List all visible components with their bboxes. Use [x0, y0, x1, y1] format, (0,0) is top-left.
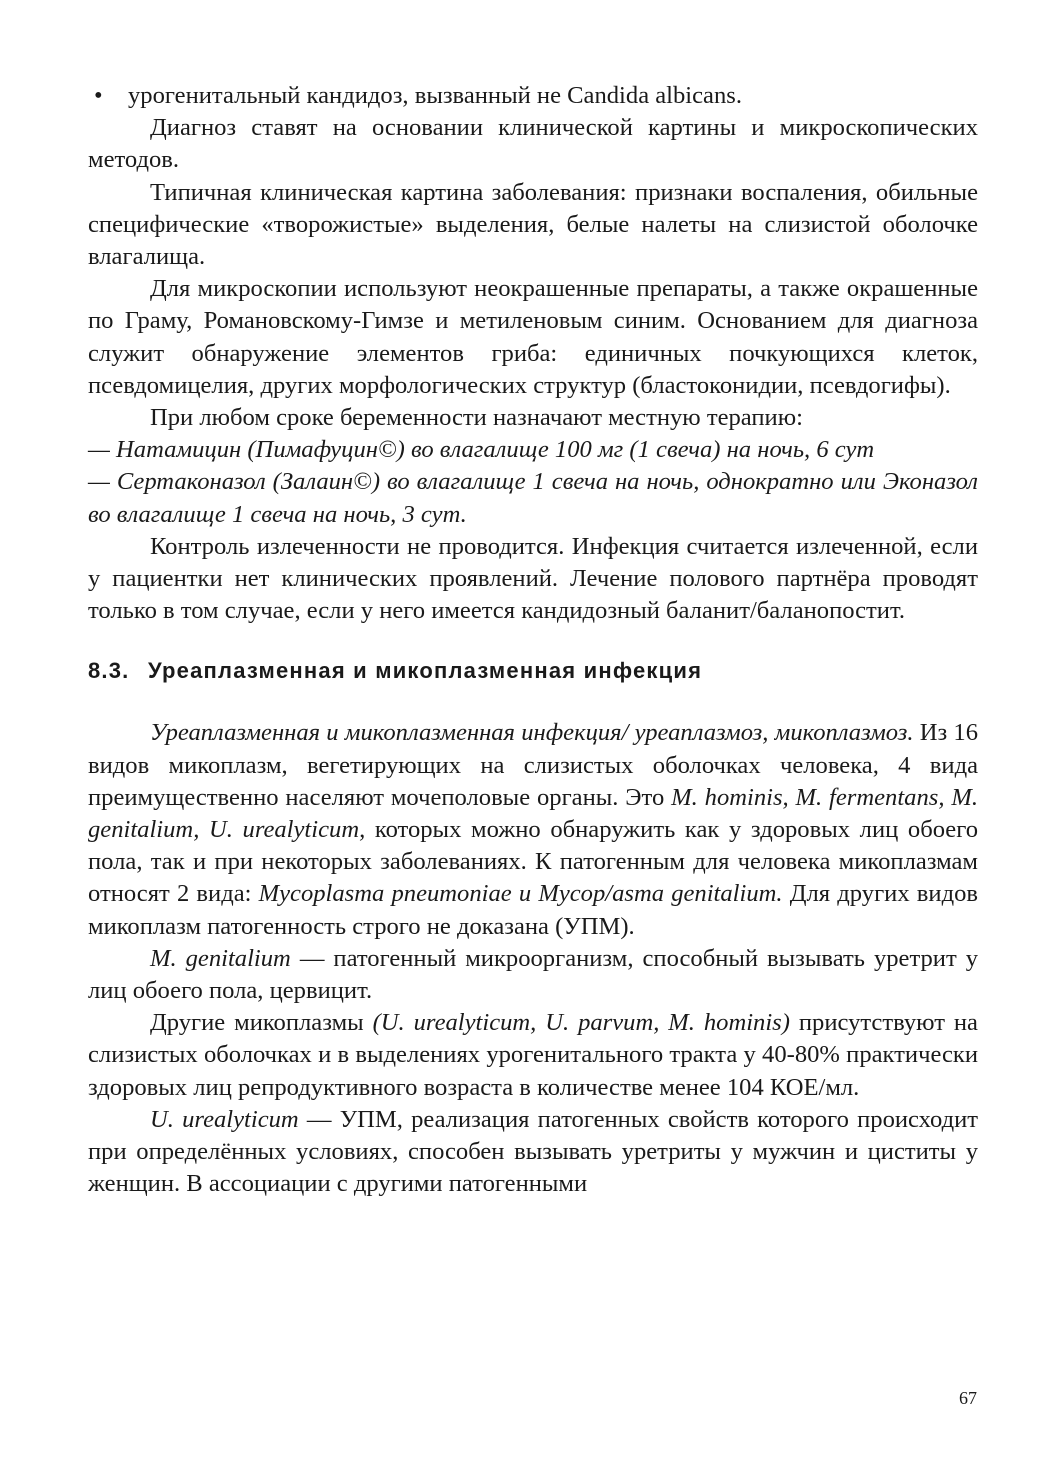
- bullet-item: [88, 80, 978, 112]
- text-run: Другие микоплазмы: [150, 1009, 373, 1037]
- text-run: Для других видов микоплазм патогенность строго не доказана (УПМ).: [88, 880, 978, 940]
- paragraph-pregnancy: При любом сроке беременности назначают местную терапию:: [150, 404, 803, 432]
- paragraph-mycoplasma-intro: [88, 717, 978, 942]
- species-list: (U. urealyticum, U. parvum, M. hominis): [372, 1009, 790, 1037]
- therapy-item-natamycin: — Натамицин (Пимафуцин©) во влагалище 100 мг (1 свеча) на ночь, 6 сут: [88, 436, 875, 464]
- species-name: U. urealyticum: [150, 1105, 299, 1133]
- paragraph-u-urealyticum: [88, 1104, 978, 1201]
- paragraph-microscopy: Для микроскопии используют неокрашенные препараты, а также окрашенные по Граму, Романовскому-Гимзе и метиленовым синим. Основанием для диагноза служит обнаружение элементов гриба: единичных почкующихся клеток, псевдомицелия, других морфологических структур (бластоконидии, псевдогифы).: [88, 275, 978, 399]
- term-italic: Уреаплазменная и микоплазменная инфекция/ уреаплазмоз, микоплазмоз.: [150, 719, 914, 747]
- paragraph-clinical-picture: Типичная клиническая картина заболевания: признаки воспаления, обильные специфические «творожистые» выделения, белые налеты на слизистой оболочке влагалища.: [88, 178, 978, 271]
- paragraph-diagnosis: Диагноз ставят на основании клинической картины и микроскопических методов.: [88, 114, 978, 174]
- bullet-dot-icon: •: [94, 82, 103, 109]
- species-list: M. hominis, M. fermentans, M. genitalium, U. urealyticum,: [88, 783, 979, 844]
- species-name: M. genitalium: [150, 944, 291, 972]
- section-title: Уреаплазменная и микоплазменная инфекция: [148, 658, 703, 684]
- text-run: — УПМ, реализация патогенных свойств которого происходит при определённых условиях, способен вызывать уретриты у мужчин и циститы у женщин. В ассоциации с другими патогенными: [88, 1105, 978, 1198]
- paragraph-other-mycoplasmas: [88, 1007, 978, 1104]
- text-run: Из 16 видов микоплазм, вегетирующих на слизистых оболочках человека, 4 вида преимущественно населяют мочеполовые органы. Это: [88, 719, 978, 811]
- paragraph-m-genitalium: [88, 943, 978, 1007]
- text-run: присутствуют на слизистых оболочках и в выделениях урогенитального тракта у 40-80% практически здоровых лиц репродуктивного возраста в количестве менее 104 КОЕ/мл.: [88, 1009, 978, 1101]
- section-heading: [88, 655, 978, 687]
- text-run: которых можно обнаружить как у здоровых лиц обоего пола, так и при некоторых заболеваниях. К патогенным для человека микоплазмам относят 2 вида:: [88, 816, 978, 908]
- text-run: — патогенный микроорганизм, способный вызывать уретрит у лиц обоего пола, цервицит.: [88, 944, 978, 1005]
- bullet-text: урогенитальный кандидоз, вызванный не Candida albicans.: [128, 82, 742, 109]
- paragraph-control: Контроль излеченности не проводится. Инфекция считается излеченной, если у пациентки нет клинических проявлений. Лечение полового партнёра проводят только в том случае, если у него имеется кандидозный баланит/баланопостит.: [88, 532, 978, 625]
- therapy-item-sertaconazole: — Сертаконазол (Залаин©) во влагалище 1 свеча на ночь, однократно или Эконазол во влагалище 1 свеча на ночь, 3 сут.: [88, 468, 978, 528]
- page-number: 67: [959, 1388, 977, 1408]
- pathogen-list: Mycoplasma pneumoniae и Mycop/asma genitalium.: [258, 880, 783, 908]
- section-number: 8.3.: [88, 658, 130, 684]
- page-body: [88, 80, 978, 1201]
